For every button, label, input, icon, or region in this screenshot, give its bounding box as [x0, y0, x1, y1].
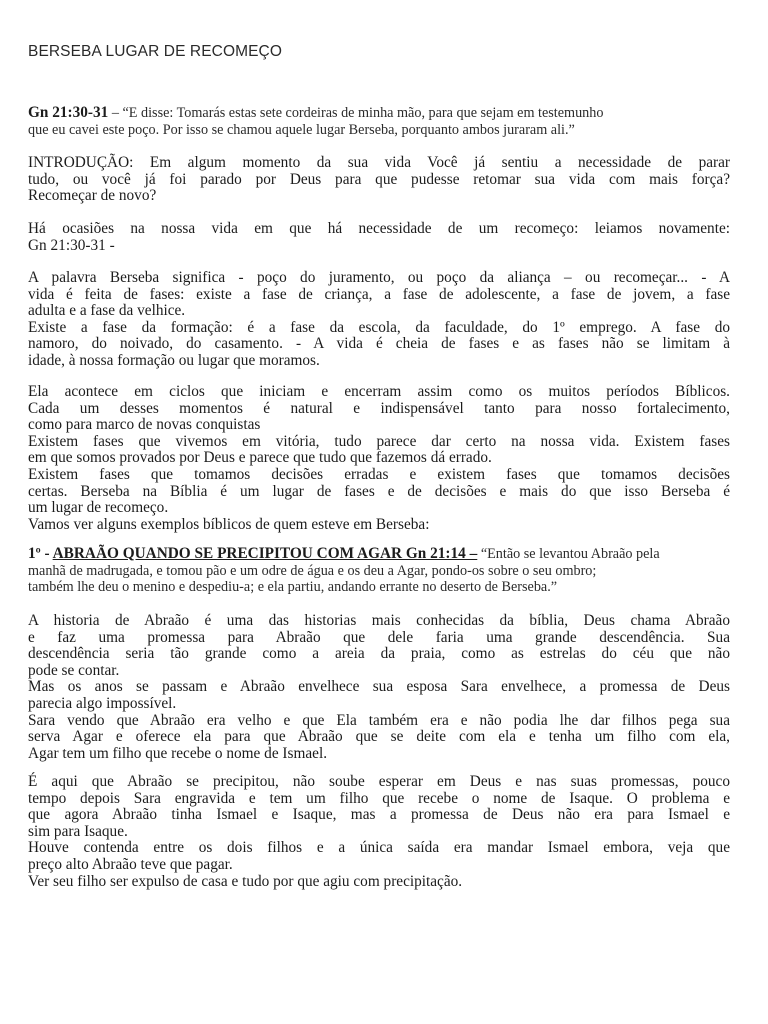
meaning-paragraph — [28, 270, 730, 370]
history-line: descendência seria tão grande como a areia da praia, como as estrelas do céu que não — [28, 645, 730, 663]
meaning-line: vida é feita de fases: existe a fase de criança, a fase de adolescente, a fase de jovem, a fase — [28, 285, 730, 303]
history-line: Sara vendo que Abraão era velho e que Ela também era e não podia lhe dar filhos pega sua — [28, 711, 730, 729]
history-line: e faz uma promessa para Abraão que dele faria uma grande descendência. Sua — [28, 628, 730, 646]
intro-line: INTRODUÇÃO: Em algum momento da sua vida Você já sentiu a necessidade de parar — [28, 154, 730, 171]
consequence-line: Houve contenda entre os dois filhos e a única saída era mandar Ismael embora, veja que — [28, 839, 730, 857]
consequence-paragraph — [28, 774, 730, 890]
history-line: A historia de Abraão é uma das historias mais conhecidas da bíblia, Deus chama Abraão — [28, 612, 730, 629]
history-line: parecia algo impossível. — [28, 694, 177, 712]
epigraph-quote-line-1: “E disse: Tomarás estas sete cordeiras de minha mão, para que sejam em testemunho — [122, 105, 604, 121]
example-1-number: 1º - — [28, 545, 53, 562]
history-line: Mas os anos se passam e Abraão envelhece sua esposa Sara envelhece, a promessa de Deus — [28, 678, 730, 696]
consequence-line: sim para Isaque. — [28, 822, 128, 840]
cycles-line: Existem fases que tomamos decisões erradas e existem fases que tomamos decisões — [28, 465, 730, 483]
example-1-quote-line-2: manhã de madrugada, e tomou pão e um odre de água e os deu a Agar, pondo-os sobre o seu ombro; — [28, 562, 597, 579]
intro-paragraph — [28, 155, 730, 205]
epigraph-reference: Gn 21:30-31 — [28, 104, 109, 121]
history-line: Agar tem um filho que recebe o nome de Ismael. — [28, 744, 328, 762]
consequence-line: tempo depois Sara engravida e tem um filho que recebe o nome de Isaque. O problema e — [28, 789, 730, 807]
cycles-line: em que somos provados por Deus e parece que tudo que fazemos dá errado. — [28, 449, 492, 467]
document-title: BERSEBA LUGAR DE RECOMEÇO — [28, 43, 283, 60]
consequence-line: que agora Abraão tinha Ismael e Isaque, mas a promessa de Deus não era para Ismael e — [28, 806, 730, 824]
cycles-line: certas. Berseba na Bíblia é um lugar de fases e de decisões e mais do que isso Berseba é — [28, 482, 730, 500]
epigraph-paragraph — [28, 105, 730, 138]
cycles-line: Vamos ver alguns exemplos bíblicos de quem esteve em Berseba: — [28, 515, 430, 533]
occasions-line: Há ocasiões na nossa vida em que há necessidade de um recomeço: leiamos novamente: — [28, 220, 730, 237]
intro-line: Recomeçar de novo? — [28, 187, 157, 205]
meaning-line: namoro, do noivado, do casamento. - A vida é cheia de fases e as fases não se limitam à — [28, 335, 730, 353]
occasions-paragraph — [28, 221, 730, 254]
cycles-line: um lugar de recomeço. — [28, 499, 169, 517]
cycles-paragraph — [28, 384, 730, 533]
occasions-line: Gn 21:30-31 - — [28, 236, 115, 254]
epigraph-quote-line-2: que eu cavei este poço. Por isso se chamou aquele lugar Berseba, porquanto ambos juraram ali.” — [28, 121, 575, 138]
example-1-paragraph — [28, 546, 730, 596]
consequence-line: Ver seu filho ser expulso de casa e tudo por que agiu com precipitação. — [28, 872, 463, 890]
example-1-quote-line-3: também lhe deu o menino e despediu-a; e ela partiu, andando errante no deserto de Berseba.” — [28, 579, 558, 596]
consequence-line: É aqui que Abraão se precipitou, não soube esperar em Deus e nas suas promessas, pouco — [28, 773, 730, 790]
meaning-line: Existe a fase da formação: é a fase da escola, da faculdade, do 1º emprego. A fase do — [28, 318, 730, 336]
history-paragraph — [28, 613, 730, 762]
meaning-line: A palavra Berseba significa - poço do juramento, ou poço da aliança – ou recomeçar... - A — [28, 269, 730, 286]
cycles-line: como para marco de novas conquistas — [28, 416, 261, 434]
meaning-line: adulta e a fase da velhice. — [28, 302, 186, 320]
meaning-line: idade, à nossa formação ou lugar que moramos. — [28, 351, 320, 369]
intro-line: tudo, ou você já foi parado por Deus para que pudesse retomar sua vida com mais força? — [28, 170, 730, 188]
cycles-line: Ela acontece em ciclos que iniciam e encerram assim como os muitos períodos Bíblicos. — [28, 383, 730, 400]
example-1-heading: ABRAÃO QUANDO SE PRECIPITOU COM AGAR Gn 21:14 – — [52, 545, 478, 562]
history-line: pode se contar. — [28, 661, 120, 679]
consequence-line: preço alto Abraão teve que pagar. — [28, 855, 233, 873]
history-line: serva Agar e oferece ela para que Abraão que se deite com ela e tenha um filho com ela, — [28, 728, 730, 746]
example-1-quote-line-1: “Então se levantou Abraão pela — [477, 546, 660, 562]
cycles-line: Existem fases que vivemos em vitória, tudo parece dar certo na nossa vida. Existem fases — [28, 432, 730, 450]
cycles-line: Cada um desses momentos é natural e indispensável tanto para nosso fortalecimento, — [28, 399, 730, 417]
epigraph-dash: – — [108, 105, 123, 121]
